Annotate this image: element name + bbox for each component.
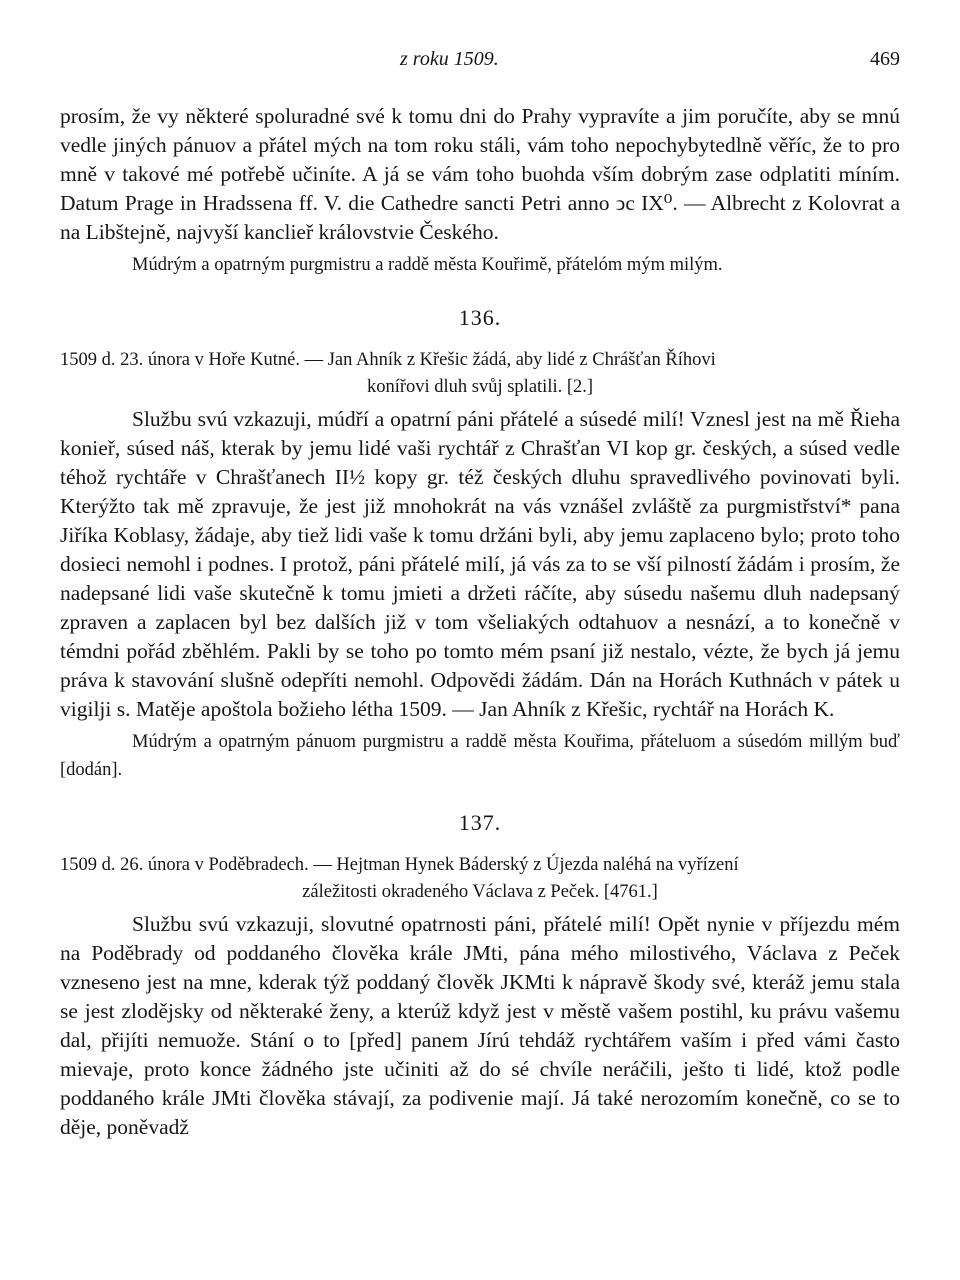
running-title: z roku 1509. [400,48,499,70]
regest-line: 1509 d. 23. února v Hoře Kutné. — Jan Ahník z Křešic žádá, aby lidé z Chrášťan Říhovi [60,350,716,370]
document-number: 137. [458,810,502,835]
continuation-paragraph: prosím, že vy některé spoluradné své k tomu dni do Prahy vypravíte a jim poručíte, aby se mnú vedle jiných pánuov a přátel mých na tom roku stáli, vám toho nepochybytedlně věříc, že to pro mně v takové mé potřebě učiníte. A já se vám toho buohda vším dobrým zase odplatiti míním. Datum Prage in Hradssena ff. V. die Cathedre sancti Petri anno ↄc IX⁰. — Albrecht z Kolovrat a na Libštejně, najvyší kanclieř královstvie Českého. [60,104,900,244]
document-regest [60,347,900,401]
document-136 [60,305,900,784]
regest-continuation: konířovi dluh svůj splatili. [2.] [366,377,594,397]
document-regest [60,852,900,906]
document-body: Službu svú vzkazuji, slovutné opatrnosti páni, přátelé milí! Opět nynie v příjezdu mém na Poděbrady od poddaného člověka krále JMti, pána mého milostivého, Václava z Peček vzneseno jest na mne, kderak týž poddaný člověk JKMti k nápravě škody své, kteráž jemu stala se jest zlodějsky od některaké ženy, a kterúž když jest v městě vašem postihl, ku právu vašemu dal, přijíti nemuože. Stání o to [před] panem Jírú tehdáž rychtářem vaším i před vámi často mievaje, proto konce žádného jste učiniti až do sé chvíle neráčili, ješto ti lidé, ktož podle poddaného krále JMti člověka stávají, za podivenie mají. Já také nerozomím konečně, co se to děje, poněvadž [60,912,900,1139]
document-number: 136. [458,305,502,330]
regest-line: 1509 d. 26. února v Poděbradech. — Hejtman Hynek Báderský z Újezda naléhá na vyřízení [60,855,739,875]
continuation-address: Múdrým a opatrným purgmistru a raddě města Kouřimě, přátelóm mým milým. [132,255,723,275]
document-address: Múdrým a opatrným pánuom purgmistru a raddě města Kouřima, přáteluom a súsedóm millým buď [dodán]. [60,732,900,780]
regest-continuation: záležitosti okradeného Václava z Peček. [4761.] [302,882,658,902]
document-body: Službu svú vzkazuji, múdří a opatrní páni přátelé a súsedé milí! Vznesl jest na mě Řieha konieř, súsed náš, kterak by jemu lidé vaši rychtář z Chrašťan VI kop gr. českých, a súsed vedle téhož rychtáře v Chrašťanech II½ kopy gr. též českých dluhu spravedlivého povinovati byli. Kterýžto tak mě zpravuje, že jest již mnohokrát na vás vznášel zvláště za purgmistřství* pana Jiříka Koblasy, žádaje, aby tiež lidi vaše k tomu držáni byli, aby jemu zaplaceno bylo; proto toho dosieci nemohl i podnes. I protož, páni přátelé milí, já vás za to se vší pilností žádám i prosím, že nadepsané lidi vaše skutečně k tomu jmieti a držeti ráčíte, aby súsedu našemu dluh nadepsaný zpraven a zaplacen byl bez dalších již v tom všeliakých odtahuov a nesnází, a to konečně v témdni pořád zběhlém. Pakli by se toho po tomto mém psaní již nestalo, vézte, že bych já jemu práva k stavování slušně odepříti nemohl. Odpovědi žádám. Dán na Horách Kuthnách v pátek u vigilji s. Matěje apoštola božieho létha 1509. — Jan Ahník z Křešic, rychtář na Horách K. [60,407,900,721]
running-head [60,40,900,80]
page-number: 469 [870,48,900,70]
document-page [60,40,900,1260]
document-137 [60,810,900,1142]
